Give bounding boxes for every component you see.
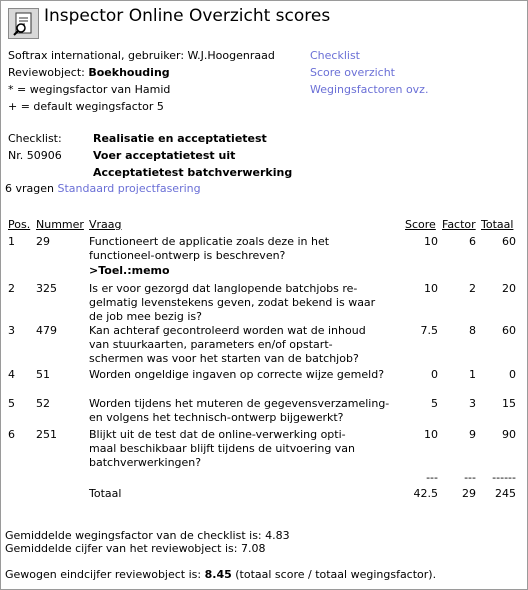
totaal-separator: ------ (492, 471, 516, 484)
row-vraag: Functioneert de applicatie zoals deze in het functioneel-ontwerp is beschreven? (89, 235, 330, 262)
question-count: 6 vragen (5, 182, 54, 195)
row-vraag: Is er voor gezorgd dat langlopende batchjobs re- gelmatig levenstekens geven, zodat bekend is waar de job mee bezig is? (89, 282, 376, 323)
total-label: Totaal (89, 487, 122, 500)
row-totaal: 90 (502, 428, 516, 441)
row-factor: 1 (469, 368, 476, 381)
final-score-value: 8.45 (204, 568, 232, 581)
header-totaal[interactable]: Totaal (481, 218, 514, 231)
checklist-number: Nr. 50906 (8, 149, 62, 162)
row-factor: 3 (469, 397, 476, 410)
page-title: Inspector Online Overzicht scores (44, 6, 331, 26)
score-overview-link[interactable]: Score overzicht (310, 66, 395, 79)
row-vraag: Worden ongeldige ingaven op correcte wijze gemeld? (89, 368, 385, 381)
total-score: 42.5 (413, 487, 438, 500)
header-factor[interactable]: Factor (442, 218, 476, 231)
row-totaal: 20 (502, 282, 516, 295)
row-score: 10 (424, 282, 438, 295)
row-pos: 2 (8, 282, 15, 295)
row-totaal: 15 (502, 397, 516, 410)
final-score-line (5, 567, 436, 583)
total-factor: 29 (462, 487, 476, 500)
row-score: 7.5 (420, 324, 438, 337)
checklist-name: Realisatie en acceptatietest (93, 132, 267, 145)
row-vraag: Blijkt uit de test dat de online-verwerking opti- maal beschikbaar blijft tijdens de uitvoering van batchverwerkingen? (89, 428, 356, 469)
row-nummer: 251 (36, 428, 57, 441)
row-pos: 6 (8, 428, 15, 441)
row-totaal: 60 (502, 235, 516, 248)
phase-link[interactable]: Standaard projectfasering (57, 182, 201, 195)
row-totaal: 0 (509, 368, 516, 381)
review-object-label: Reviewobject: (8, 66, 85, 79)
row-score: 10 (424, 235, 438, 248)
weights-overview-link[interactable]: Wegingsfactoren ovz. (310, 83, 429, 96)
weight-note-1: * = wegingsfactor van Hamid (8, 83, 171, 96)
row-score: 0 (431, 368, 438, 381)
row-note-memo[interactable]: >Toel.:memo (89, 264, 170, 277)
review-object-line (8, 65, 170, 81)
row-pos: 4 (8, 368, 15, 381)
weight-note-2: + = default wegingsfactor 5 (8, 100, 164, 113)
row-factor: 8 (469, 324, 476, 337)
avg-score-line: Gemiddelde cijfer van het reviewobject is: 7.08 (5, 542, 266, 555)
checklist-line-3: Acceptatietest batchverwerking (93, 166, 293, 179)
checklist-label: Checklist: (8, 132, 62, 145)
row-pos: 5 (8, 397, 15, 410)
avg-weight-line: Gemiddelde wegingsfactor van de checklist is: 4.83 (5, 529, 290, 542)
question-count-line (5, 181, 201, 197)
row-totaal: 60 (502, 324, 516, 337)
row-factor: 2 (469, 282, 476, 295)
row-nummer: 52 (36, 397, 50, 410)
final-score-suffix: (totaal score / totaal wegingsfactor). (235, 568, 437, 581)
header-vraag[interactable]: Vraag (89, 218, 122, 231)
total-totaal: 245 (495, 487, 516, 500)
row-nummer: 51 (36, 368, 50, 381)
row-score: 10 (424, 428, 438, 441)
row-score: 5 (431, 397, 438, 410)
review-object-value: Boekhouding (88, 66, 170, 79)
row-vraag: Worden tijdens het muteren de gegevensverzameling- en volgens het technisch-ontwerp bijgewerkt? (89, 397, 390, 424)
final-score-prefix: Gewogen eindcijfer reviewobject is: (5, 568, 202, 581)
row-nummer: 325 (36, 282, 57, 295)
factor-separator: --- (464, 471, 476, 484)
row-nummer: 29 (36, 235, 50, 248)
header-score[interactable]: Score (405, 218, 436, 231)
row-pos: 3 (8, 324, 15, 337)
checklist-link[interactable]: Checklist (310, 49, 360, 62)
inspector-document-icon (8, 8, 39, 39)
row-pos: 1 (8, 235, 15, 248)
header-nummer[interactable]: Nummer (36, 218, 84, 231)
row-factor: 9 (469, 428, 476, 441)
row-nummer: 479 (36, 324, 57, 337)
header-pos[interactable]: Pos. (8, 218, 31, 231)
row-vraag: Kan achteraf gecontroleerd worden wat de inhoud van stuurkaarten, parameters en/of opstart- schermen was voor het starten van de batchjob? (89, 324, 366, 365)
score-separator: --- (426, 471, 438, 484)
row-factor: 6 (469, 235, 476, 248)
user-line: Softrax international, gebruiker: W.J.Hoogenraad (8, 49, 275, 62)
checklist-line-2: Voer acceptatietest uit (93, 149, 236, 162)
